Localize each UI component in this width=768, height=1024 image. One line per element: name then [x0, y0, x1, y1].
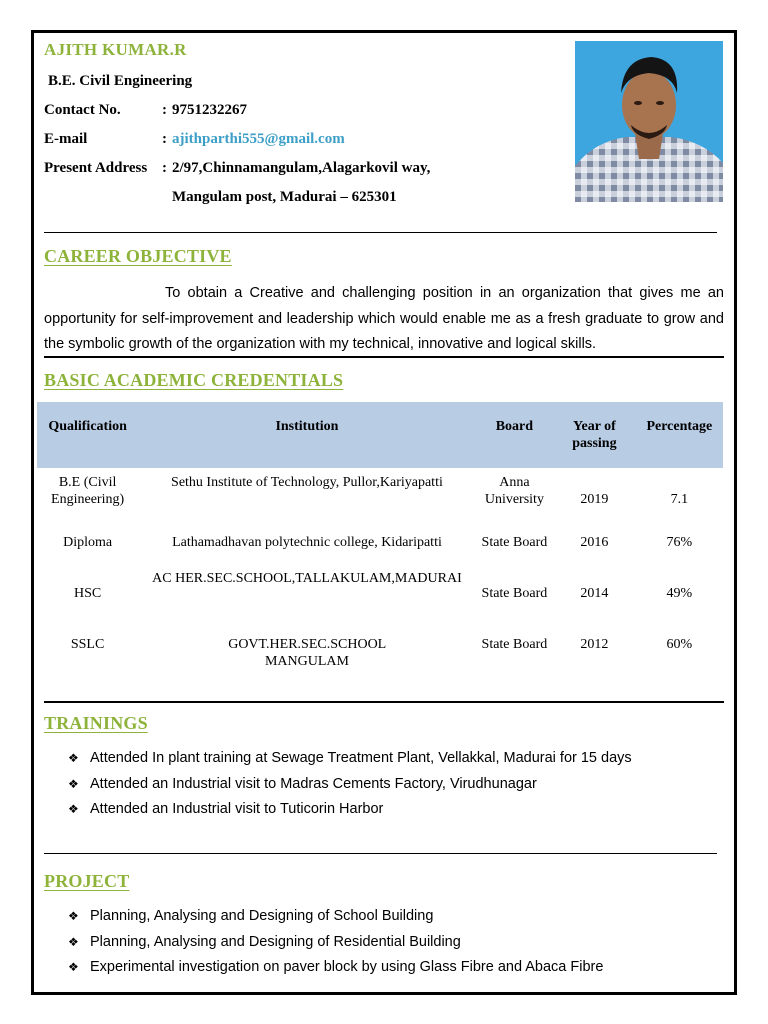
- project-list: [68, 904, 603, 981]
- contact-label: Contact No.: [44, 102, 121, 118]
- academic-table: [37, 402, 723, 672]
- header-divider: [44, 232, 717, 233]
- list-item: [68, 797, 632, 823]
- trainings-divider: [44, 853, 717, 854]
- row-year: 2012: [580, 637, 609, 652]
- candidate-degree: B.E. Civil Engineering: [48, 73, 193, 89]
- project-title: PROJECT: [44, 871, 130, 891]
- trainings-list: [68, 746, 632, 823]
- career-objective-text: To obtain a Creative and challenging position in an organization that gives me an opportunity for self-improvement and leadership which would enable me as a fresh graduate to grow and the symbolic growth of the organization with my technical, innovative and logical skills.: [44, 285, 724, 352]
- row-institution: AC HER.SEC.SCHOOL,TALLAKULAM,MADURAI: [152, 571, 462, 586]
- training-item: Attended In plant training at Sewage Treatment Plant, Vellakkal, Madurai for 15 days: [90, 750, 632, 766]
- row-board: Anna University: [484, 475, 544, 507]
- project-item: Planning, Analysing and Designing of School Building: [90, 908, 434, 924]
- header-percentage: Percentage: [646, 419, 713, 434]
- list-item: [68, 930, 603, 956]
- academic-title: BASIC ACADEMIC CREDENTIALS: [44, 370, 344, 390]
- trainings-title: TRAININGS: [44, 713, 148, 733]
- row-percentage: 60%: [666, 637, 693, 652]
- bullet-icon: ❖: [68, 776, 79, 791]
- row-board: State Board: [481, 637, 548, 652]
- header-year: Year of passing: [572, 419, 617, 451]
- row-qualification: Diploma: [63, 535, 113, 550]
- bullet-icon: ❖: [68, 751, 79, 765]
- row-qualification: B.E (Civil Engineering): [51, 475, 125, 507]
- list-item: [68, 955, 603, 981]
- row-year: 2016: [580, 535, 609, 550]
- address-line-2: Mangulam post, Madurai – 625301: [172, 189, 397, 205]
- bullet-icon: ❖: [68, 909, 79, 923]
- career-objective-title: CAREER OBJECTIVE: [44, 246, 232, 266]
- project-item: Planning, Analysing and Designing of Residential Building: [90, 933, 461, 950]
- address-label: Present Address: [44, 160, 148, 176]
- list-item: [68, 904, 603, 930]
- contact-value: 9751232267: [172, 102, 247, 118]
- table-row: [37, 468, 723, 519]
- bullet-icon: ❖: [68, 802, 79, 816]
- training-item: Attended an Industrial visit to Madras Cements Factory, Virudhunagar: [90, 775, 537, 792]
- list-item: [68, 772, 632, 798]
- profile-photo: [575, 41, 723, 202]
- row-institution: Lathamadhavan polytechnic college, Kidaripatti: [172, 535, 442, 550]
- row-qualification: SSLC: [70, 637, 105, 652]
- contact-colon: :: [162, 102, 167, 118]
- address-line-1: 2/97,Chinnamangulam,Alagarkovil way,: [172, 160, 431, 176]
- bullet-icon: ❖: [68, 960, 79, 974]
- row-year: 2014: [580, 586, 609, 601]
- row-board: State Board: [481, 586, 548, 601]
- row-qualification: HSC: [73, 586, 102, 601]
- project-item: Experimental investigation on paver block by using Glass Fibre and Abaca Fibre: [90, 959, 604, 975]
- bullet-icon: ❖: [68, 934, 79, 949]
- row-institution: GOVT.HER.SEC.SCHOOL MANGULAM: [228, 637, 387, 669]
- row-percentage: 7.1: [670, 492, 689, 507]
- candidate-name: AJITH KUMAR.R: [44, 40, 187, 59]
- row-board: State Board: [481, 535, 548, 550]
- career-divider: [44, 356, 724, 358]
- list-item: [68, 746, 632, 772]
- training-item: Attended an Industrial visit to Tuticorin Harbor: [90, 801, 384, 817]
- address-colon: :: [162, 160, 167, 176]
- email-link[interactable]: ajithparthi555@gmail.com: [172, 131, 345, 147]
- header-institution: Institution: [275, 419, 339, 434]
- table-row: [37, 570, 723, 621]
- row-percentage: 49%: [666, 586, 693, 601]
- row-year: 2019: [580, 492, 609, 507]
- academic-divider: [44, 701, 724, 703]
- header-qualification: Qualification: [48, 419, 127, 434]
- email-label: E-mail: [44, 131, 88, 147]
- table-row: [37, 519, 723, 570]
- profile-photo-illustration: [575, 41, 723, 202]
- table-row: [37, 621, 723, 672]
- academic-table-header: [37, 402, 723, 468]
- row-percentage: 76%: [666, 535, 693, 550]
- header-board: Board: [495, 419, 534, 434]
- email-colon: :: [162, 131, 167, 147]
- row-institution: Sethu Institute of Technology, Pullor,Kariyapatti: [171, 475, 443, 490]
